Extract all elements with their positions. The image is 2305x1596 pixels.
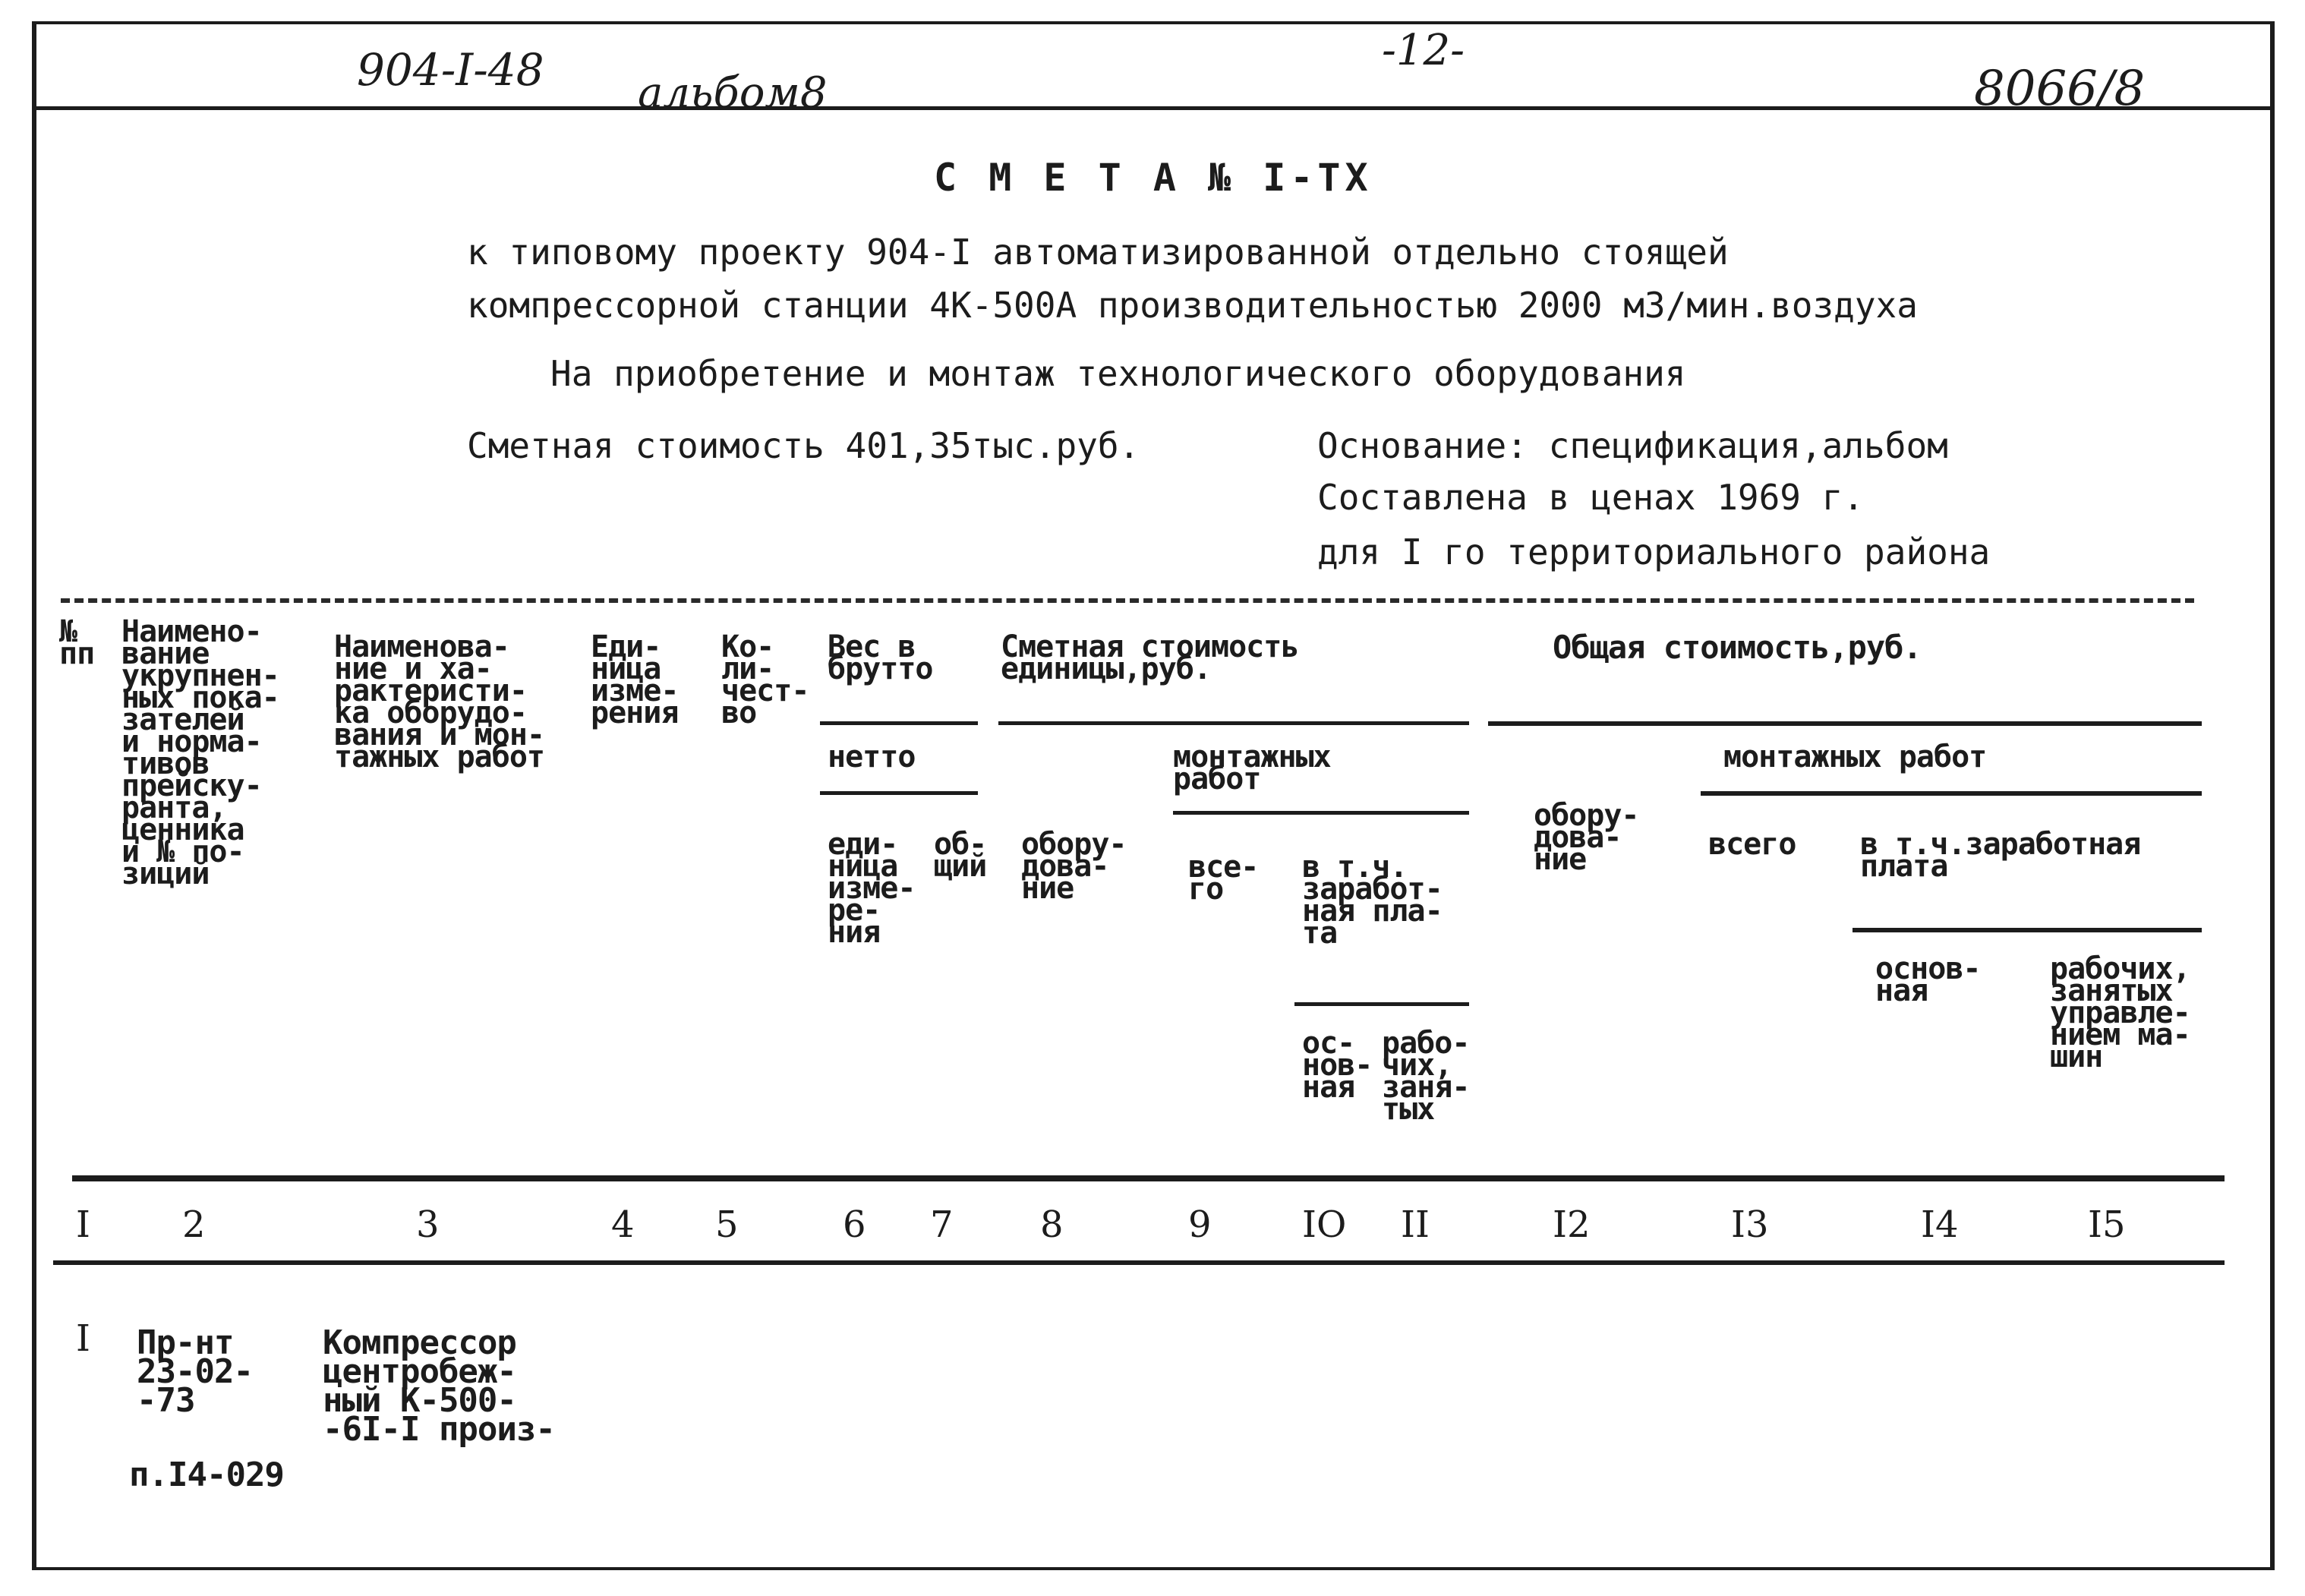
column-number-2: 2 xyxy=(182,1203,206,1246)
column-number-4: 4 xyxy=(611,1203,635,1246)
header-col-15-workers: рабочих, занятых управле- нием ма- шин xyxy=(2050,951,2190,1074)
wage-rule xyxy=(1294,1002,1469,1006)
frame-left xyxy=(32,21,36,1570)
header-col-11-workers: рабо- чих, заня- тых xyxy=(1382,1026,1470,1127)
header-total-cost: Общая стоимость,руб. xyxy=(1553,629,1922,666)
column-number-12: I2 xyxy=(1553,1203,1591,1246)
header-col-unit: Еди- ница изме- рения xyxy=(591,629,679,730)
album-label: альбом8 xyxy=(638,68,828,118)
sheet-reference: 8066/8 xyxy=(1974,61,2146,117)
header-install-total: монтажных работ xyxy=(1723,740,1987,774)
header-col-indicators: Наимено- вание укрупнен- ных пока- зателей и норма- тивов прейску- ранта, ценника и № по- зиций xyxy=(121,614,279,891)
table-top-dashed-rule xyxy=(61,598,2194,607)
header-col-quantity: Ко- ли- чест- во xyxy=(721,629,809,730)
total-cost-rule xyxy=(1488,721,2202,726)
header-wage-total: в т.ч.заработная плата xyxy=(1860,827,2141,884)
title-line-3: На приобретение и монтаж технологического оборудования xyxy=(550,353,1686,394)
project-code: 904-I-48 xyxy=(357,44,544,96)
header-unit-cost: Сметная стоимость единицы,руб. xyxy=(1001,629,1299,686)
header-col-13-total: всего xyxy=(1708,827,1796,862)
column-number-5: 5 xyxy=(715,1203,739,1246)
region: для I го территориального района xyxy=(1317,531,1991,572)
frame-bottom xyxy=(32,1567,2275,1570)
header-wage: в т.ч. заработ- ная пла- та xyxy=(1302,850,1443,951)
column-number-1: I xyxy=(76,1203,90,1246)
column-number-6: 6 xyxy=(843,1203,866,1246)
header-col-14-basic: основ- ная xyxy=(1875,951,1981,1008)
install-total-rule xyxy=(1701,791,2202,796)
header-install-works: монтажных работ xyxy=(1173,740,1331,796)
header-col-equipment-name: Наименова- ние и ха- рактеристи- ка оборудо- вания и мон- тажных работ xyxy=(334,629,544,774)
header-col-9-total: все- го xyxy=(1188,850,1259,907)
column-number-7: 7 xyxy=(930,1203,954,1246)
frame-right xyxy=(2270,21,2275,1570)
table-row-equipment-name: Компрессор центробеж- ный К-500- -6I-I произ- xyxy=(323,1323,555,1449)
table-row-number: I xyxy=(76,1317,90,1360)
header-bottom-rule xyxy=(72,1175,2225,1181)
column-number-3: 3 xyxy=(416,1203,440,1246)
price-base: Составлена в ценах 1969 г. xyxy=(1317,477,1865,518)
table-row-reference: Пр-нт 23-02- -73 xyxy=(137,1323,253,1420)
header-weight-brutto: Вес в брутто xyxy=(828,629,933,686)
basis: Основание: спецификация,альбом xyxy=(1317,425,1948,466)
header-divider xyxy=(32,106,2275,110)
title-line-2: компрессорной станции 4К-500А производительностью 2000 м3/мин.воздуха xyxy=(467,285,1918,326)
header-col-number: № пп xyxy=(59,614,95,671)
header-col-10-basic: ос- нов- ная xyxy=(1302,1026,1373,1105)
table-row-position: п.I4-029 xyxy=(129,1456,284,1494)
column-number-15: I5 xyxy=(2088,1203,2126,1246)
header-col-8-equipment: обору- дова- ние xyxy=(1021,827,1127,906)
install-rule xyxy=(1173,811,1469,815)
frame-top xyxy=(32,21,2275,24)
column-numbers-bottom-rule xyxy=(53,1260,2225,1265)
column-number-9: 9 xyxy=(1188,1203,1212,1246)
weight-rule xyxy=(820,721,978,725)
header-col-7-total: об- щий xyxy=(934,827,987,884)
header-col-6-unit: еди- ница изме- ре- ния xyxy=(828,827,916,950)
netto-rule xyxy=(820,791,978,795)
column-number-8: 8 xyxy=(1040,1203,1064,1246)
header-col-12-equipment: обору- дова- ние xyxy=(1534,798,1639,877)
column-number-10: IO xyxy=(1302,1203,1347,1246)
unit-cost-rule xyxy=(998,721,1469,725)
header-weight-netto: нетто xyxy=(828,740,916,774)
column-number-11: II xyxy=(1401,1203,1430,1246)
column-number-14: I4 xyxy=(1921,1203,1959,1246)
document-title: С М Е Т А № I-ТХ xyxy=(934,156,1373,200)
wage-total-rule xyxy=(1853,928,2202,932)
estimated-cost: Сметная стоимость 401,35тыс.руб. xyxy=(467,425,1140,466)
column-number-13: I3 xyxy=(1731,1203,1769,1246)
title-line-1: к типовому проекту 904-I автоматизированной отдельно стоящей xyxy=(467,232,1729,273)
page-number: -12- xyxy=(1382,26,1465,75)
